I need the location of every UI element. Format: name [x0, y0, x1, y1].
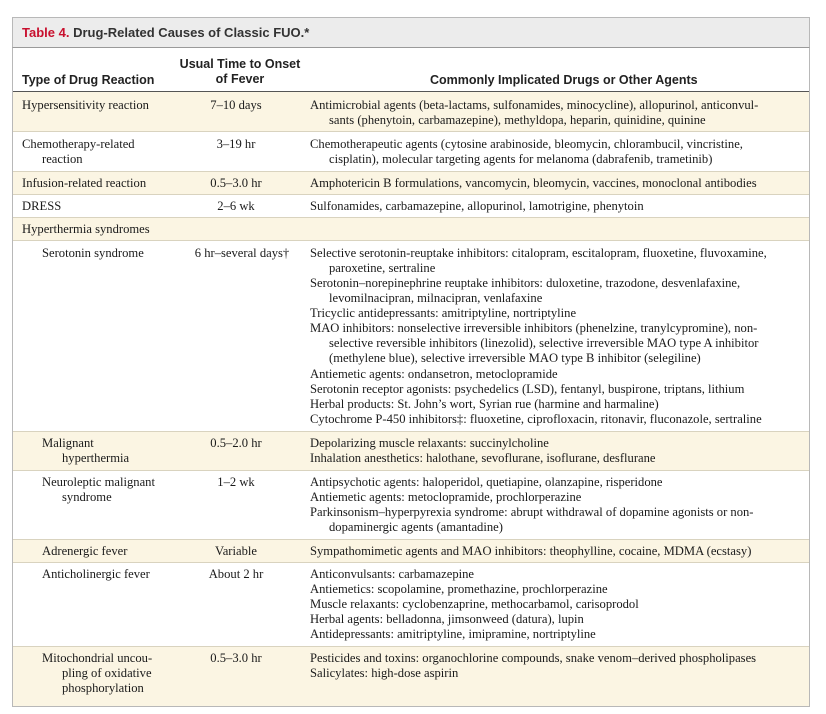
onset-time: 1–2 wk [217, 475, 255, 489]
header-onset-line2: of Fever [215, 72, 265, 86]
reaction-type-cont: hyperthermia [62, 451, 130, 465]
agents-line: Antiemetics: scopolamine, promethazine, prochlorperazine [310, 582, 608, 596]
row-separator [13, 217, 809, 218]
agents-line: Pesticides and toxins: organochlorine compounds, snake venom–derived phospholipases [310, 651, 757, 665]
row-separator [13, 470, 809, 471]
agents-line: Amphotericin B formulations, vancomycin, bleomycin, vaccines, monoclonal antibodies [310, 176, 757, 190]
agents-line: Sympathomimetic agents and MAO inhibitors: theophylline, cocaine, MDMA (ecstasy) [310, 544, 752, 558]
header-type: Type of Drug Reaction [22, 73, 155, 87]
agents-line: Tricyclic antidepressants: amitriptyline, nortriptyline [310, 306, 577, 320]
row-separator [13, 646, 809, 647]
agents-line: Selective serotonin-reuptake inhibitors: citalopram, escitalopram, fluoxetine, fluvoxamine, [310, 246, 767, 260]
row-separator [13, 194, 809, 195]
onset-time: 0.5–2.0 hr [210, 436, 262, 450]
reaction-type-cont: pling of oxidative [62, 666, 152, 680]
table-title [22, 25, 309, 40]
agents-line: paroxetine, sertraline [329, 261, 436, 275]
agents-line: Parkinsonism–hyperpyrexia syndrome: abrupt withdrawal of dopamine agonists or non- [310, 505, 754, 519]
header-onset-line1: Usual Time to Onset [179, 57, 301, 71]
onset-time: 3–19 hr [216, 137, 256, 151]
table-number: Table 4. [22, 25, 70, 40]
agents-line: Antiemetic agents: metoclopramide, prochlorperazine [310, 490, 582, 504]
reaction-type: Hypersensitivity reaction [22, 98, 149, 112]
agents-line: Herbal agents: belladonna, jimsonweed (datura), lupin [310, 612, 584, 626]
reaction-type: Serotonin syndrome [42, 246, 144, 260]
onset-time: 7–10 days [210, 98, 262, 112]
agents-line: Antimicrobial agents (beta-lactams, sulfonamides, minocycline), allopurinol, anticonvul- [310, 98, 759, 112]
onset-time: Variable [215, 544, 257, 558]
agents-line: Antiemetic agents: ondansetron, metoclopramide [310, 367, 558, 381]
agents-line: sants (phenytoin, carbamazepine), methyldopa, heparin, quinidine, quinine [329, 113, 706, 127]
agents-line: Serotonin receptor agonists: psychedelics (LSD), fentanyl, buspirone, triptans, lithium [310, 382, 745, 396]
onset-time: 0.5–3.0 hr [210, 176, 262, 190]
agents-line: Chemotherapeutic agents (cytosine arabinoside, bleomycin, chlorambucil, vincristine, [310, 137, 743, 151]
reaction-type: Anticholinergic fever [42, 567, 150, 581]
agents-line: dopaminergic agents (amantadine) [329, 520, 503, 534]
agents-line: Cytochrome P-450 inhibitors‡: fluoxetine, ciprofloxacin, ritonavir, fluconazole, sertraline [310, 412, 762, 426]
agents-line: Inhalation anesthetics: halothane, sevoflurane, isoflurane, desflurane [310, 451, 656, 465]
onset-time: 6 hr–several days† [194, 246, 290, 260]
agents-line: levomilnacipran, milnacipran, venlafaxine [329, 291, 543, 305]
reaction-type-cont: phosphorylation [62, 681, 144, 695]
reaction-type-cont: reaction [42, 152, 83, 166]
agents-line: MAO inhibitors: nonselective irreversible inhibitors (phenelzine, tranylcypromine), non- [310, 321, 758, 335]
agents-line: Serotonin–norepinephrine reuptake inhibitors: duloxetine, trazodone, desvenlafaxine, [310, 276, 741, 290]
onset-time: 0.5–3.0 hr [210, 651, 262, 665]
agents-line: Herbal products: St. John’s wort, Syrian rue (harmine and harmaline) [310, 397, 659, 411]
row-separator [13, 240, 809, 241]
reaction-type: Infusion-related reaction [22, 176, 147, 190]
agents-line: Sulfonamides, carbamazepine, allopurinol, lamotrigine, phenytoin [310, 199, 644, 213]
table-caption: Drug-Related Causes of Classic FUO.* [73, 25, 310, 40]
agents-line: Antipsychotic agents: haloperidol, quetiapine, olanzapine, risperidone [310, 475, 663, 489]
row-separator [13, 131, 809, 132]
agents-line: Anticonvulsants: carbamazepine [310, 567, 475, 581]
reaction-type: Neuroleptic malignant [42, 475, 155, 489]
onset-time: 2–6 wk [217, 199, 255, 213]
reaction-type: DRESS [22, 199, 62, 213]
reaction-type-cont: syndrome [62, 490, 112, 504]
agents-line: cisplatin), molecular targeting agents for melanoma (dabrafenib, trametinib) [329, 152, 713, 166]
onset-time: About 2 hr [208, 567, 264, 581]
agents-line: Salicylates: high-dose aspirin [310, 666, 459, 680]
reaction-type: Chemotherapy-related [22, 137, 135, 151]
agents-line: selective reversible inhibitors (linezolid), selective irreversible MAO type A inhibitor [329, 336, 759, 350]
agents-line: Depolarizing muscle relaxants: succinylcholine [310, 436, 549, 450]
row-separator [13, 539, 809, 540]
agents-line: (methylene blue), selective irreversible MAO type B inhibitor (selegiline) [329, 351, 701, 365]
reaction-group: Hyperthermia syndromes [22, 222, 150, 236]
row-separator [13, 431, 809, 432]
reaction-type: Malignant [42, 436, 94, 450]
reaction-type: Mitochondrial uncou- [42, 651, 153, 665]
row-separator [13, 562, 809, 563]
header-agents: Commonly Implicated Drugs or Other Agents [430, 73, 698, 87]
agents-line: Muscle relaxants: cyclobenzaprine, methocarbamol, carisoprodol [310, 597, 639, 611]
row-separator [13, 171, 809, 172]
agents-line: Antidepressants: amitriptyline, imipramine, nortriptyline [310, 627, 596, 641]
reaction-type: Adrenergic fever [42, 544, 128, 558]
